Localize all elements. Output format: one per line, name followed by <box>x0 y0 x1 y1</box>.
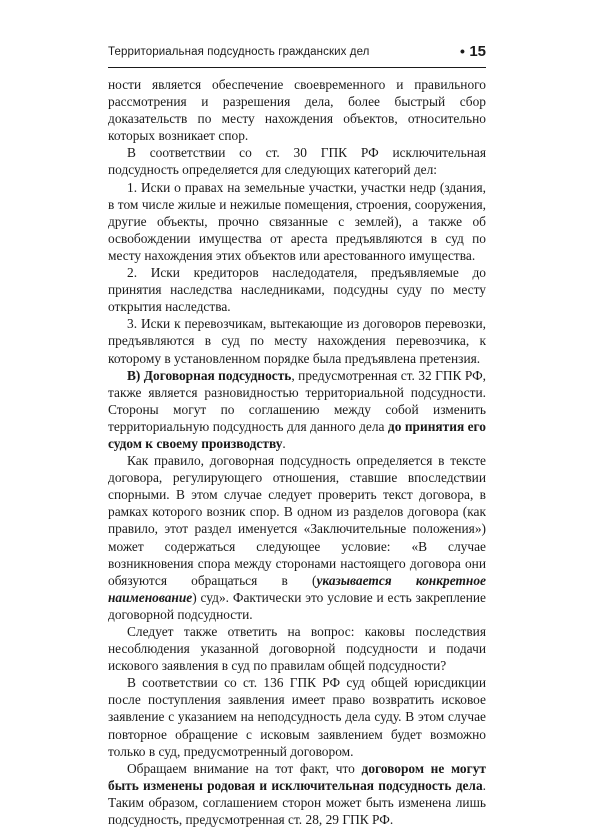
text-run: . <box>282 435 286 451</box>
page-number: 15 <box>469 43 486 60</box>
text-run: 3. Иски к перевозчикам, вытекающие из договоров перевозки, предъявляются в суд по месту нахождения перевозчика, к которому в установленном порядке была предъявлена претензия. <box>108 316 486 366</box>
text-run: 1. Иски о правах на земельные участки, участки недр (здания, в том числе жилые и нежилые помещения, строения, сооружения, другие объекты, прочно связанные с землей), а также об освобождении имущества от ареста предъявляются в суд по месту нахождения этих объектов или арестованного имущества. <box>108 179 486 263</box>
paragraph <box>108 623 486 674</box>
text-run: В соответствии со ст. 30 ГПК РФ исключительная подсудность определяется для следующих категорий дел: <box>108 145 486 178</box>
paragraph <box>108 674 486 759</box>
header-bullet: • <box>460 43 465 59</box>
running-header <box>108 44 486 66</box>
bold-text: договором не могут быть изменены родовая и исключительная подсудность дела <box>108 760 486 793</box>
paragraph <box>108 144 486 178</box>
paragraph <box>108 452 486 623</box>
bold-text: В) Договорная подсудность <box>127 367 292 383</box>
paragraph <box>108 264 486 315</box>
body-text <box>108 76 486 828</box>
text-run: , предусмотренная ст. 32 ГПК РФ, также является разновидностью территориальной подсудности. Стороны могут по соглашению между собой изменить территориальную подсудность для данного дела <box>108 367 486 434</box>
text-run: Следует также ответить на вопрос: каковы последствия несоблюдения указанной договорной подсудности и подачи искового заявления в суд по правилам общей подсудности? <box>108 624 486 674</box>
paragraph <box>108 367 486 452</box>
italic-text: указывается конкретное наименование <box>108 572 486 605</box>
text-run: Как правило, договорная подсудность определяется в тексте договора, регулирующего отношения, ставшие впоследствии спорными. В этом случае следует проверить текст договора, в рамках которого возник спор. В одном из разделов договора (как правило, этот раздел именуется «Заключительные положения») может содержаться следующее условие: «В случае возникновения спора между сторонами настоящего договора они обязуются обращаться в ( <box>108 453 486 588</box>
text-run: В соответствии со ст. 136 ГПК РФ суд общей юрисдикции после поступления заявления имеет право возвратить исковое заявление с указанием на неподсудность дела суду. В этом случае повторное обращение с исковым заявлением будет возможно только в суд, предусмотренный договором. <box>108 675 486 759</box>
paragraph <box>108 760 486 828</box>
text-run: Обращаем внимание на тот факт, что <box>127 760 362 776</box>
text-run: ности является обеспечение своевременного и правильного рассмотрения и разрешения дела, более быстрый сбор доказательств по месту нахождения объектов, относительно которых возникает спор. <box>108 77 486 144</box>
text-run: 2. Иски кредиторов наследодателя, предъявляемые до принятия наследства наследниками, подсудны суду по месту открытия наследства. <box>108 265 486 315</box>
text-run: . Таким образом, соглашением сторон может быть изменена лишь подсудность, предусмотренная ст. 28, 29 ГПК РФ. <box>108 777 486 828</box>
paragraph <box>108 315 486 366</box>
running-header-title: Территориальная подсудность гражданских дел <box>108 46 370 58</box>
text-run: ) суд». Фактически это условие и есть закрепление договорной подсудности. <box>108 589 486 622</box>
paragraph <box>108 179 486 264</box>
paragraph <box>108 76 486 144</box>
header-divider <box>108 67 486 68</box>
bold-text: до принятия его судом к своему производству <box>108 418 486 451</box>
